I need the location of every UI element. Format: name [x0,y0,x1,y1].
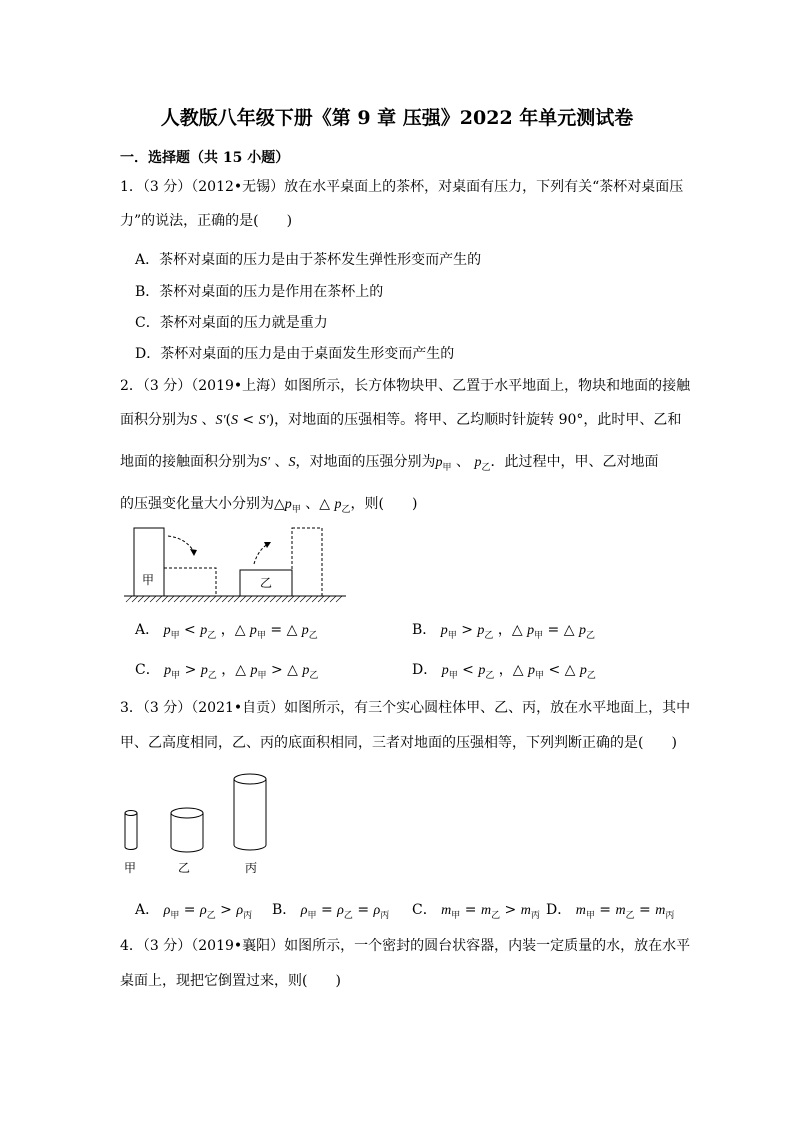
q4-line2: 桌面上，现把它倒置过来，则( ) [120,973,341,989]
q2-line2: 面积分别为S 、S′(S < S′)，对地面的压强相等。将甲、乙均顺时针旋转 90°，此时甲、乙和 [120,412,682,428]
q2-line4: 的压强变化量大小分别为$\triangle p_甲$ 、△ $p_乙$，则( ) [120,496,418,515]
arrow-jia-rotate [168,536,194,552]
q3-option-b: B． $\rho_甲 = \rho_乙 = \rho_丙$ [272,902,390,921]
cylinder-yi [171,808,203,852]
page-title: 人教版八年级下册《第 9 章 压强》2022 年单元测试卷 [160,107,634,129]
q3-line2: 甲、乙高度相同，乙、丙的底面积相同，三者对地面的压强相等，下列判断正确的是( ) [120,735,677,751]
q3-option-d: D． $m_甲 = m_乙 = m_丙$ [546,902,675,921]
block-yi-label: 乙 [260,576,273,590]
cylinder-jia [125,811,137,850]
cylinder-bing-label: 丙 [245,861,258,875]
q2-line3: 地面的接触面积分别为S′ 、S，对地面的压强分别为$p_甲$ 、 $p_乙$．此过程中，甲、乙对地面 [120,454,659,473]
q1-option-c: C．茶杯对桌面的压力就是重力 [135,315,328,331]
q1-line2: 力”的说法，正确的是( ) [120,213,293,229]
q2-option-d: D． $p_甲 < p_乙$ ，△ $p_甲$ < △ $p_乙$ [412,662,596,681]
q3-option-a: A． $\rho_甲 = \rho_乙 > \rho_丙$ [135,902,253,921]
cylinder-yi-label: 乙 [178,861,191,875]
section-heading: 一．选择题（共 15 小题） [120,150,290,166]
ground-surface [124,596,346,602]
q3-option-c: C． $m_甲 = m_乙 > m_丙$ [412,902,540,921]
cylinder-bing [234,774,266,850]
block-yi-rotated [292,528,322,596]
q2-line1: 2．（3 分）（2019•上海）如图所示，长方体物块甲、乙置于水平地面上，物块和地面的接触 [120,378,691,394]
q2-option-b: B． $p_甲 > p_乙$ ，△ $p_甲$ = △ $p_乙$ [412,622,595,641]
q4-line1: 4．（3 分）（2019•襄阳）如图所示，一个密封的圆台状容器，内装一定质量的水，放在水平 [120,938,691,954]
q3-line1: 3．（3 分）（2021•自贡）如图所示，有三个实心圆柱体甲、乙、丙，放在水平地面上，其中 [120,700,691,716]
block-jia-label: 甲 [142,573,155,587]
arrow-yi-rotate [254,544,268,564]
q1-option-d: D．茶杯对桌面的压力是由于桌面发生形变而产生的 [135,346,455,362]
block-jia-rotated [164,568,216,596]
q1-option-a: A．茶杯对桌面的压力是由于茶杯发生弹性形变而产生的 [135,252,482,268]
q3-figure [118,770,278,878]
cylinder-jia-label: 甲 [124,861,137,875]
q2-option-a: A． $p_甲 < p_乙$ ，△ $p_甲$ = △ $p_乙$ [135,622,318,641]
q2-figure [120,522,350,606]
q2-option-c: C． $p_甲 > p_乙$ ，△ $p_甲$ > △ $p_乙$ [135,662,319,681]
q1-line1: 1．（3 分）（2012•无锡）放在水平桌面上的茶杯，对桌面有压力，下列有关“茶杯对桌面压 [120,179,684,195]
q1-option-b: B．茶杯对桌面的压力是作用在茶杯上的 [135,284,384,300]
